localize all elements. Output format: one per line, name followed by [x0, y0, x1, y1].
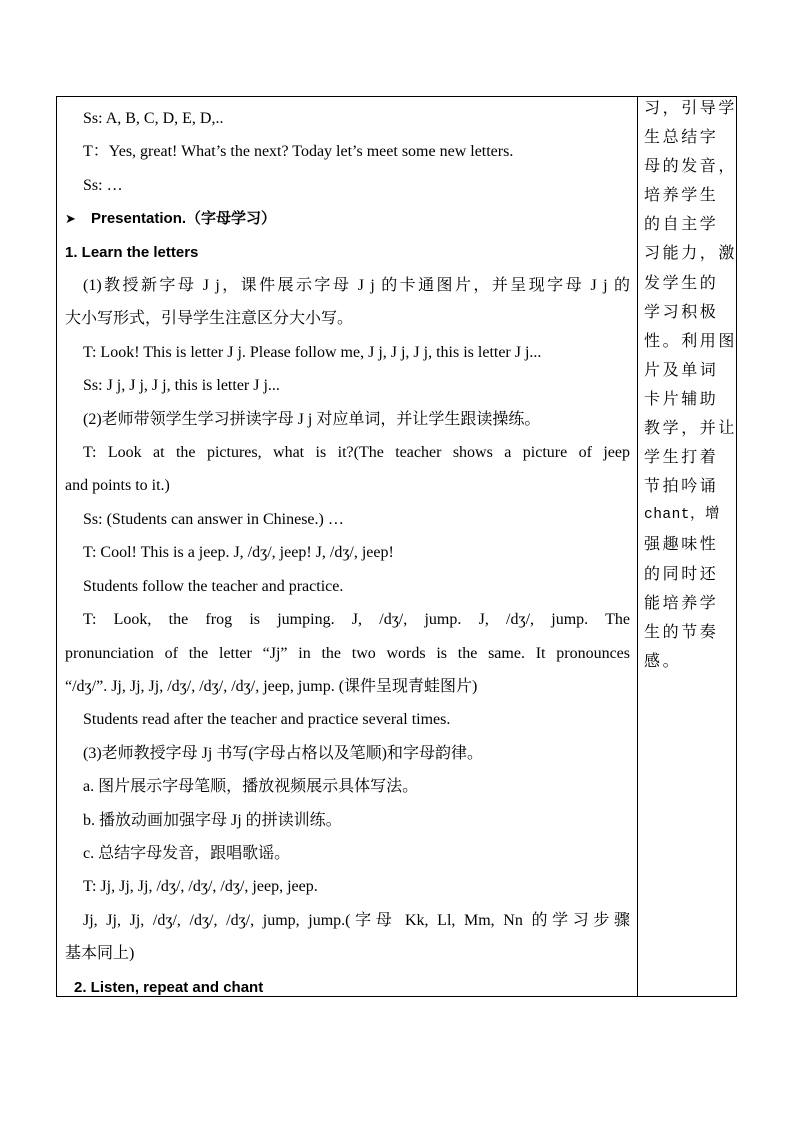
dialogue-line: Ss: (Students can answer in Chinese.) … — [83, 510, 344, 528]
side-note-line: 节拍吟诵 — [644, 478, 719, 496]
dialogue-line: “/dʒ/”. Jj, Jj, Jj, /dʒ/, /dʒ/, /dʒ/, jeep, jump. (课件呈现青蛙图片) — [65, 677, 478, 695]
paragraph-line: 基本同上) — [65, 945, 135, 963]
dialogue-line: Ss: J j, J j, J j, this is letter J j... — [83, 377, 280, 395]
dialogue-line: T: Jj, Jj, Jj, /dʒ/, /dʒ/, /dʒ/, jeep, jeep. — [83, 878, 318, 896]
side-note-line: chant，增 — [644, 507, 721, 524]
side-note-line: 性。利用图 — [644, 332, 738, 350]
side-note-line: 学生打着 — [644, 449, 719, 467]
section-heading-presentation: ➤ Presentation.（字母学习） — [65, 202, 630, 235]
dialogue-line: Ss: … — [83, 176, 123, 194]
side-note-line: 卡片辅助 — [644, 390, 719, 408]
paragraph-line: (2)老师带领学生学习拼读字母 J j 对应单词，并让学生跟读操练。 — [83, 410, 541, 428]
side-note-line: 强趣味性 — [644, 536, 719, 554]
dialogue-line: T: Look, the frog is jumping. J, /dʒ/, jump. J, /dʒ/, jump. The — [83, 611, 630, 629]
side-note-line: 培养学生 — [644, 187, 719, 205]
dialogue-line: Ss: A, B, C, D, E, D,.. — [83, 110, 224, 127]
side-note-line: 习能力，激 — [644, 245, 738, 263]
side-note-line: 能培养学 — [644, 594, 719, 612]
dialogue-line: T：Yes, great! What’s the next? Today let’s meet some new letters. — [83, 143, 514, 161]
list-item: b. 播放动画加强字母 Jj 的拼读训练。 — [83, 811, 342, 829]
list-item: a. 图片展示字母笔顺，播放视频展示具体写法。 — [83, 778, 419, 796]
procedure-column — [65, 102, 630, 1004]
side-note-line: 感。 — [644, 652, 682, 670]
side-note-line: 教学，并让 — [644, 420, 738, 438]
paragraph-line: (1)教授新字母 J j，课件展示字母 J j 的卡通图片，并呈现字母 J j 的 — [83, 277, 630, 295]
design-intent-column — [644, 94, 738, 676]
side-note-line: 学习积极 — [644, 303, 719, 321]
side-note-line: 习，引导学 — [644, 100, 738, 117]
dialogue-line: pronunciation of the letter “Jj” in the two words is the same. It pronounces — [65, 644, 630, 662]
side-note-line: 发学生的 — [644, 274, 719, 292]
side-note-line: 母的发音， — [644, 158, 738, 176]
dialogue-line: T: Look at the pictures, what is it?(The teacher shows a picture of jeep — [83, 444, 630, 462]
subheading-learn-letters: 1. Learn the letters — [65, 243, 199, 261]
side-note-line: 生总结字 — [644, 129, 719, 147]
column-divider — [637, 97, 638, 996]
paragraph-line: 大小写形式，引导学生注意区分大小写。 — [65, 310, 354, 328]
paragraph-line: Students follow the teacher and practice. — [83, 577, 344, 595]
paragraph-line: (3)老师教授字母 Jj 书写(字母占格以及笔顺)和字母韵律。 — [83, 744, 483, 762]
side-note-line: 生的节奏 — [644, 623, 719, 641]
side-note-line: 片及单词 — [644, 361, 719, 379]
dialogue-line: and points to it.) — [65, 477, 170, 495]
side-note-line: 的同时还 — [644, 565, 719, 583]
lesson-table — [56, 96, 737, 997]
dialogue-line: T: Look! This is letter J j. Please follow me, J j, J j, J j, this is letter J j... — [83, 343, 542, 361]
arrow-bullet-icon: ➤ — [65, 211, 76, 227]
side-note-line: 的自主学 — [644, 216, 719, 234]
dialogue-line: Jj, Jj, Jj, /dʒ/, /dʒ/, /dʒ/, jump, jump.(字母 Kk, Ll, Mm, Nn 的学习步骤 — [83, 911, 630, 929]
paragraph-line: Students read after the teacher and practice several times. — [83, 711, 451, 729]
dialogue-line: T: Cool! This is a jeep. J, /dʒ/, jeep! J, /dʒ/, jeep! — [83, 544, 394, 562]
list-item: c. 总结字母发音，跟唱歌谣。 — [83, 844, 291, 862]
subheading-listen-repeat-chant: 2. Listen, repeat and chant — [74, 978, 264, 996]
